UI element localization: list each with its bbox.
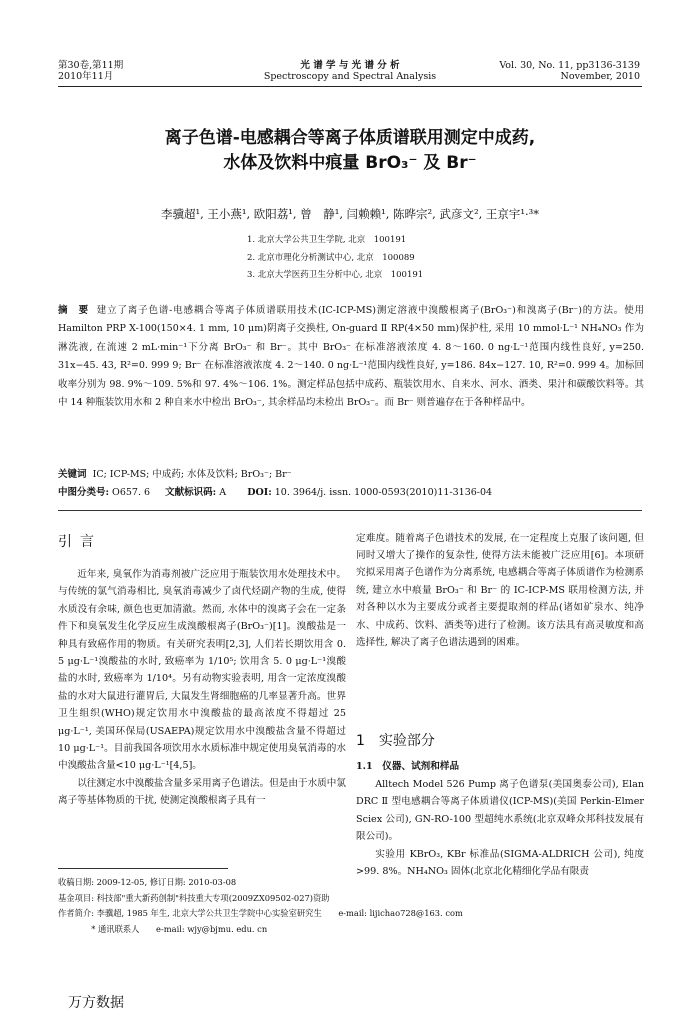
title-line-1: 离子色谱-电感耦合等离子体质谱联用测定中成药, xyxy=(164,128,536,148)
volume-issue-en: Vol. 30, No. 11, pp3136-3139 xyxy=(499,60,640,71)
intro-paragraph-2: 以往测定水中溴酸盐含量多采用离子色谱法。但是由于水质中氯离子等基体物质的干扰, 使测定溴酸根离子具有一 xyxy=(58,777,346,807)
doc-code-label: 文献标识码: xyxy=(165,487,217,498)
keywords-text: IC; ICP-MS; 中成药; 水体及饮料; BrO₃⁻; Br⁻ xyxy=(92,469,292,480)
author-bio: 作者简介: 李骥超, 1985 年生, 北京大学公共卫生学院中心实验室研究生 e-mail: lijichao728@163. com xyxy=(58,908,463,918)
affiliation-1: 1. 北京大学公共卫生学院, 北京 100191 xyxy=(247,235,407,245)
journal-name-cn: 光 谱 学 与 光 谱 分 析 xyxy=(300,60,400,71)
wanfang-watermark: 万方数据 xyxy=(68,995,124,1011)
affiliation-3: 3. 北京大学医药卫生分析中心, 北京 100191 xyxy=(247,270,424,280)
footnotes xyxy=(58,875,463,937)
intro-column-right xyxy=(356,520,644,661)
intro-paragraph-1: 近年来, 臭氧作为消毒剂被广泛应用于瓶装饮用水处理技术中。与传统的氯气消毒相比, 臭氧消毒减少了卤代烃副产物的生成, 使得水质没有余味, 颜色也更加清澈。然而, 水体中的溴离子会在一定条件下和臭氧发生化学反应生成溴酸根离子(BrO₃⁻)[1]。溴酸盐是一种具有致癌作用的物质。有关研究表明[2,3], 人们若长期饮用含 0. 5 μg·L⁻¹溴酸盐的水时, 致癌率为 1/10⁵; 饮用含 5. 0 μg·L⁻¹溴酸盐的水时, 致癌率为 1/10⁴。另有动物实验表明, 用含一定浓度溴酸盐的水对大鼠进行灌胃后, 大鼠发生肾细胞癌的几率显著升高。世界卫生组织(WHO)规定饮用水中溴酸盐的最高浓度不得超过 25 μg·L⁻¹, 美国环保局(USAEPA)规定饮用水中溴酸盐含量不得超过 10 μg·L⁻¹。目前我国各项饮用水水质标准中规定使用臭氧消毒的水中溴酸盐含量<10 μg·L⁻¹[4,5]。 xyxy=(58,569,346,772)
subsection-heading: 1.1 仪器、试剂和样品 xyxy=(356,761,460,772)
doi-label: DOI: xyxy=(247,487,272,498)
title-line-2: 水体及饮料中痕量 BrO₃⁻ 及 Br⁻ xyxy=(223,153,477,173)
publication-date-cn: 2010年11月 xyxy=(58,71,114,82)
volume-issue-cn: 第30卷,第11期 xyxy=(58,60,124,71)
abstract-text: 建立了离子色谱-电感耦合等离子体质谱联用技术(IC-ICP-MS)测定溶液中溴酸根离子(BrO₃⁻)和溴离子(Br⁻)的方法。使用 Hamilton PRP X-100(150×4. 1 mm, 10 μm)阴离子交换柱, On-guard Ⅱ RP(4×50 mm)保护柱, 采用 10 mmol·L⁻¹ NH₄NO₃ 作为淋洗液, 在流速 2 mL·min⁻¹下分离 BrO₃⁻ 和 Br⁻。其中 BrO₃⁻ 在标准溶液浓度 4. 8～160. 0 ng·L⁻¹范围内线性良好, y=250. 31x−45. 43, R²=0. 999 9; Br⁻ 在标准溶液浓度 4. 2～140. 0 ng·L⁻¹范围内线性良好, y=186. 84x−127. 10, R²=0. 999 4。加标回收率分别为 98. 9%～109. 5%和 97. 4%～106. 1%。测定样品包括中成药、瓶装饮用水、自来水、河水、酒类、果汁和碳酸饮料等。其中 14 种瓶装饮用水和 2 种自来水中检出 BrO₃⁻, 其余样品均未检出 BrO₃⁻。而 Br⁻ 则普遍存在于各种样品中。 xyxy=(58,305,644,409)
affiliation-2: 2. 北京市理化分析测试中心, 北京 100089 xyxy=(247,252,415,263)
intro-heading: 引言 xyxy=(58,534,102,550)
author-list: 李骥超¹, 王小燕¹, 欧阳荔¹, 曾 静¹, 闫赖赖¹, 陈晔宗², 武彦文², 王京宇¹·³* xyxy=(160,207,540,221)
journal-name-en: Spectroscopy and Spectral Analysis xyxy=(263,71,437,82)
paper-title xyxy=(0,126,700,176)
corresponding-author: * 通讯联系人 e-mail: wjy@bjmu. edu. cn xyxy=(91,923,268,934)
header-rule xyxy=(58,86,642,87)
publication-date-en: November, 2010 xyxy=(560,71,640,82)
keywords-label: 关键词 xyxy=(58,469,87,480)
experimental-text xyxy=(356,776,644,880)
clc-value: O657. 6 xyxy=(112,487,151,498)
intro-column-left xyxy=(58,566,346,810)
received-date: 收稿日期: 2009-12-05, 修订日期: 2010-03-08 xyxy=(58,877,237,887)
affiliations xyxy=(247,232,423,285)
classification-line xyxy=(58,485,492,501)
abstract xyxy=(58,302,644,412)
section-rule xyxy=(58,510,642,511)
intro-paragraph-2-cont: 定难度。随着离子色谱技术的发展, 在一定程度上克服了该问题, 但同时又增大了操作的复杂性, 使得方法未能被广泛应用[6]。本项研究拟采用离子色谱作为分离系统, 电感耦合等离子体质谱作为检测系统, 建立水中痕量 BrO₃⁻ 和 Br⁻ 的 IC-ICP-MS 联用检测方法, 并对各种以水为主要成分或者主要提取剂的样品(诸如矿泉水、纯净水、中成药、饮料、酒类等)进行了检测。该方法具有高灵敏度和高选择性, 解决了离子色谱法遇到的困难。 xyxy=(356,532,644,649)
experimental-paragraph-1: Alltech Model 526 Pump 离子色谱泵(美国奥泰公司), Elan DRC Ⅱ 型电感耦合等离子体质谱仪(ICP-MS)(美国 Perkin-Elmer Sciex 公司), GN-RO-100 型超纯水系统(北京双峰众邦科技发展有限公司)。 xyxy=(356,779,644,843)
experimental-paragraph-2: 实验用 KBrO₃, KBr 标准品(SIGMA-ALDRICH 公司), 纯度>99. 8%。NH₄NO₃ 固体(北京北化精细化学品有限责 xyxy=(356,848,644,878)
fund-info: 基金项目: 科技部"重大新药创制"科技重大专项(2009ZX09502-027)资助 xyxy=(58,892,330,903)
clc-label: 中图分类号: xyxy=(58,487,110,498)
experimental-heading: 1 实验部分 xyxy=(356,733,435,749)
abstract-label: 摘 要 xyxy=(58,305,90,316)
doi-value: 10. 3964/j. issn. 1000-0593(2010)11-3136-04 xyxy=(274,487,493,498)
keywords xyxy=(58,467,292,483)
doc-code-value: A xyxy=(219,487,227,498)
journal-volume-en xyxy=(499,60,640,82)
footnote-rule xyxy=(58,868,228,869)
